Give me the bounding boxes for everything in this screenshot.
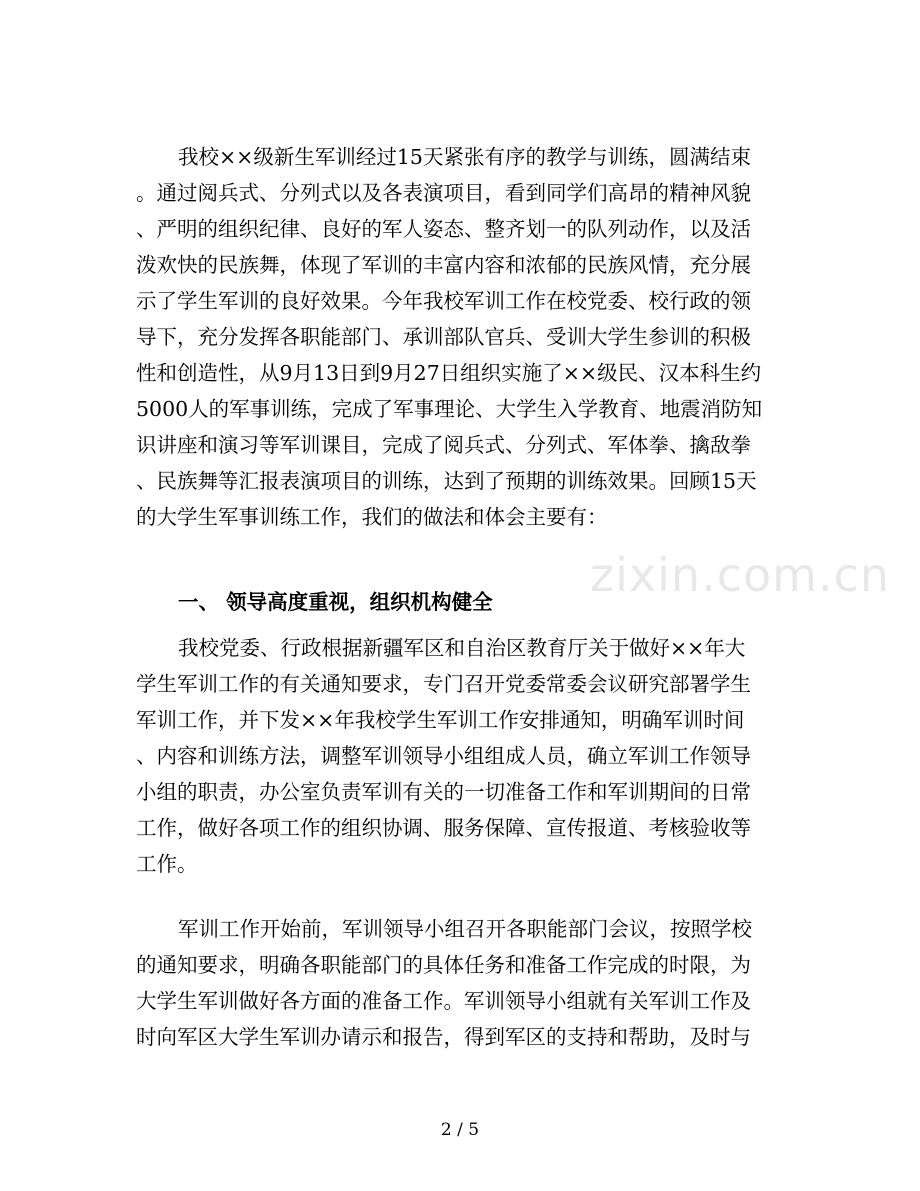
paragraph-2-line-4: 、内容和训练方法，调整军训领导小组组成人员，确立军训工作领导 [136,744,751,768]
paragraph-1-line-10: 、民族舞等汇报表演项目的训练，达到了预期的训练效果。回顾15天 [136,469,757,493]
paragraph-1-line-2: 。通过阅兵式、分列式以及各表演项目，看到同学们高昂的精神风貌 [136,181,751,205]
paragraph-3-line-4: 时向军区大学生军训办请示和报告，得到军区的支持和帮助，及时与 [136,1025,751,1049]
paragraph-3-line-2: 的通知要求，明确各职能部门的具体任务和准备工作完成的时限，为 [136,953,751,977]
paragraph-1-line-8: 5000人的军事训练，完成了军事理论、大学生入学教育、地震消防知 [136,397,763,421]
paragraph-2-line-5: 小组的职责，办公室负责军训有关的一切准备工作和军训期间的日常 [136,780,751,804]
section-heading-1: 一、 领导高度重视，组织机构健全 [178,590,493,614]
paragraph-1-line-1: 我校××级新生军训经过15天紧张有序的教学与训练，圆满结束 [178,145,751,169]
paragraph-2-line-7: 工作。 [136,852,198,876]
paragraph-3-line-1: 军训工作开始前，军训领导小组召开各职能部门会议，按照学校 [178,917,752,941]
paragraph-2-line-3: 军训工作，并下发××年我校学生军训工作安排通知，明确军训时间 [136,708,745,732]
paragraph-2-line-1: 我校党委、行政根据新疆军区和自治区教育厅关于做好××年大 [178,636,746,660]
watermark: zixin.com.cn [590,548,891,602]
paragraph-2-line-6: 工作，做好各项工作的组织协调、服务保障、宣传报道、考核验收等 [136,816,751,840]
paragraph-1-line-6: 导下，充分发挥各职能部门、承训部队官兵、受训大学生参训的积极 [136,325,751,349]
paragraph-2-line-2: 学生军训工作的有关通知要求，专门召开党委常委会议研究部署学生 [136,672,751,696]
paragraph-1-line-9: 识讲座和演习等军训课目，完成了阅兵式、分列式、军体拳、擒敌拳 [136,433,751,457]
paragraph-1-line-11: 的大学生军事训练工作，我们的做法和体会主要有： [136,505,608,529]
page-number: 2 / 5 [440,1120,480,1140]
paragraph-1-line-5: 示了学生军训的良好效果。今年我校军训工作在校党委、校行政的领 [136,289,751,313]
paragraph-1-line-7: 性和创造性，从9月13日到9月27日组织实施了××级民、汉本科生约 [136,361,762,385]
paragraph-3-line-3: 大学生军训做好各方面的准备工作。军训领导小组就有关军训工作及 [136,989,751,1013]
paragraph-1-line-4: 泼欢快的民族舞，体现了军训的丰富内容和浓郁的民族风情，充分展 [136,253,751,277]
paragraph-1-line-3: 、严明的组织纪律、良好的军人姿态、整齐划一的队列动作，以及活 [136,217,751,241]
